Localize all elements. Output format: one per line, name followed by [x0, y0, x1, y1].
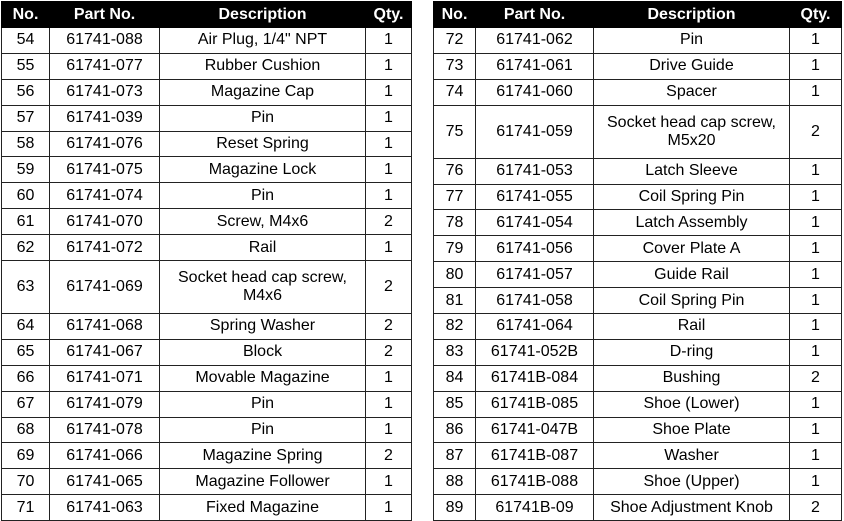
table-row — [434, 184, 842, 210]
cell-description: Reset Spring — [160, 131, 366, 157]
cell-no: 62 — [2, 235, 50, 261]
cell-no: 76 — [434, 158, 476, 184]
header-qty: Qty. — [790, 2, 842, 28]
table-row — [2, 339, 412, 365]
table-row — [434, 288, 842, 314]
cell-description: Guide Rail — [594, 262, 790, 288]
cell-part-no: 61741-054 — [476, 210, 594, 236]
table-row — [434, 53, 842, 79]
cell-part-no: 61741-052B — [476, 339, 594, 365]
cell-part-no: 61741-059 — [476, 105, 594, 158]
parts-table-left — [1, 1, 412, 521]
header-no: No. — [434, 2, 476, 28]
table-row — [2, 157, 412, 183]
cell-part-no: 61741-064 — [476, 314, 594, 340]
cell-description: Spring Washer — [160, 314, 366, 340]
table-row — [2, 365, 412, 391]
cell-description: Pin — [160, 417, 366, 443]
table-row — [434, 314, 842, 340]
cell-no: 88 — [434, 469, 476, 495]
table-row — [2, 495, 412, 521]
cell-no: 55 — [2, 53, 50, 79]
table-row — [434, 417, 842, 443]
cell-qty: 2 — [366, 339, 412, 365]
cell-part-no: 61741-075 — [50, 157, 160, 183]
cell-part-no: 61741-066 — [50, 443, 160, 469]
cell-qty: 2 — [366, 314, 412, 340]
cell-no: 79 — [434, 236, 476, 262]
cell-description: Magazine Lock — [160, 157, 366, 183]
cell-no: 73 — [434, 53, 476, 79]
cell-qty: 1 — [790, 236, 842, 262]
table-row — [2, 391, 412, 417]
table-row — [2, 131, 412, 157]
cell-qty: 1 — [790, 417, 842, 443]
table-row — [2, 209, 412, 235]
cell-description: Magazine Spring — [160, 443, 366, 469]
cell-qty: 1 — [366, 131, 412, 157]
cell-no: 86 — [434, 417, 476, 443]
table-row — [434, 158, 842, 184]
cell-no: 78 — [434, 210, 476, 236]
cell-no: 65 — [2, 339, 50, 365]
table-row — [2, 183, 412, 209]
cell-qty: 1 — [366, 79, 412, 105]
table-row — [2, 314, 412, 340]
cell-qty: 1 — [366, 28, 412, 54]
cell-description: Shoe Adjustment Knob — [594, 495, 790, 521]
cell-qty: 2 — [366, 261, 412, 314]
table-row — [2, 105, 412, 131]
cell-qty: 1 — [790, 314, 842, 340]
cell-qty: 1 — [366, 53, 412, 79]
cell-part-no: 61741B-09 — [476, 495, 594, 521]
cell-part-no: 61741-070 — [50, 209, 160, 235]
table-row — [2, 79, 412, 105]
cell-qty: 1 — [366, 183, 412, 209]
cell-qty: 1 — [366, 235, 412, 261]
cell-description: Rail — [160, 235, 366, 261]
cell-qty: 1 — [790, 262, 842, 288]
table-row — [2, 261, 412, 314]
header-description: Description — [160, 2, 366, 28]
cell-description: Latch Assembly — [594, 210, 790, 236]
cell-description: Latch Sleeve — [594, 158, 790, 184]
cell-qty: 2 — [366, 209, 412, 235]
cell-part-no: 61741-071 — [50, 365, 160, 391]
table-row — [434, 339, 842, 365]
cell-description: Socket head cap screw, M4x6 — [160, 261, 366, 314]
cell-no: 63 — [2, 261, 50, 314]
cell-part-no: 61741-061 — [476, 53, 594, 79]
cell-qty: 2 — [790, 105, 842, 158]
cell-qty: 2 — [790, 495, 842, 521]
cell-description: Cover Plate A — [594, 236, 790, 262]
cell-no: 59 — [2, 157, 50, 183]
header-description: Description — [594, 2, 790, 28]
cell-no: 54 — [2, 28, 50, 54]
cell-part-no: 61741-068 — [50, 314, 160, 340]
cell-qty: 1 — [790, 184, 842, 210]
cell-part-no: 61741-039 — [50, 105, 160, 131]
cell-no: 67 — [2, 391, 50, 417]
cell-no: 61 — [2, 209, 50, 235]
cell-no: 89 — [434, 495, 476, 521]
table-row — [434, 79, 842, 105]
cell-part-no: 61741-065 — [50, 469, 160, 495]
header-no: No. — [2, 2, 50, 28]
cell-part-no: 61741-057 — [476, 262, 594, 288]
cell-part-no: 61741-063 — [50, 495, 160, 521]
table-row — [434, 105, 842, 158]
cell-no: 75 — [434, 105, 476, 158]
cell-qty: 1 — [366, 365, 412, 391]
cell-description: Coil Spring Pin — [594, 288, 790, 314]
cell-no: 57 — [2, 105, 50, 131]
cell-description: Rubber Cushion — [160, 53, 366, 79]
cell-part-no: 61741B-087 — [476, 443, 594, 469]
cell-part-no: 61741B-085 — [476, 391, 594, 417]
cell-part-no: 61741-078 — [50, 417, 160, 443]
cell-no: 72 — [434, 28, 476, 54]
cell-description: Pin — [160, 391, 366, 417]
cell-no: 60 — [2, 183, 50, 209]
cell-qty: 1 — [790, 469, 842, 495]
cell-qty: 1 — [790, 339, 842, 365]
cell-part-no: 61741-053 — [476, 158, 594, 184]
cell-description: Shoe Plate — [594, 417, 790, 443]
parts-table-right — [433, 1, 842, 521]
cell-description: Washer — [594, 443, 790, 469]
table-row — [2, 417, 412, 443]
cell-qty: 1 — [366, 469, 412, 495]
cell-qty: 1 — [790, 53, 842, 79]
cell-part-no: 61741-076 — [50, 131, 160, 157]
table-row — [434, 443, 842, 469]
cell-no: 74 — [434, 79, 476, 105]
cell-description: Magazine Follower — [160, 469, 366, 495]
cell-qty: 2 — [790, 365, 842, 391]
cell-description: Rail — [594, 314, 790, 340]
cell-part-no: 61741-074 — [50, 183, 160, 209]
header-qty: Qty. — [366, 2, 412, 28]
table-row — [2, 28, 412, 54]
cell-part-no: 61741-073 — [50, 79, 160, 105]
table-row — [434, 469, 842, 495]
header-part-no: Part No. — [50, 2, 160, 28]
cell-part-no: 61741-056 — [476, 236, 594, 262]
cell-no: 83 — [434, 339, 476, 365]
cell-part-no: 61741-055 — [476, 184, 594, 210]
cell-description: Air Plug, 1/4" NPT — [160, 28, 366, 54]
header-row — [434, 2, 842, 28]
cell-description: Block — [160, 339, 366, 365]
table-row — [434, 391, 842, 417]
cell-description: Pin — [160, 105, 366, 131]
cell-qty: 1 — [366, 157, 412, 183]
cell-no: 56 — [2, 79, 50, 105]
cell-description: Pin — [160, 183, 366, 209]
header-part-no: Part No. — [476, 2, 594, 28]
table-row — [434, 262, 842, 288]
cell-description: Shoe (Upper) — [594, 469, 790, 495]
cell-part-no: 61741-079 — [50, 391, 160, 417]
cell-no: 82 — [434, 314, 476, 340]
cell-qty: 1 — [790, 210, 842, 236]
cell-description: Spacer — [594, 79, 790, 105]
cell-description: Screw, M4x6 — [160, 209, 366, 235]
cell-no: 80 — [434, 262, 476, 288]
cell-part-no: 61741-077 — [50, 53, 160, 79]
cell-qty: 1 — [790, 28, 842, 54]
cell-part-no: 61741-067 — [50, 339, 160, 365]
table-row — [2, 443, 412, 469]
table-row — [434, 210, 842, 236]
cell-description: Movable Magazine — [160, 365, 366, 391]
table-row — [434, 495, 842, 521]
cell-no: 84 — [434, 365, 476, 391]
cell-part-no: 61741-062 — [476, 28, 594, 54]
cell-description: Drive Guide — [594, 53, 790, 79]
cell-qty: 1 — [366, 105, 412, 131]
parts-table-right-body — [434, 28, 842, 521]
cell-description: Magazine Cap — [160, 79, 366, 105]
cell-qty: 1 — [790, 79, 842, 105]
cell-part-no: 61741B-084 — [476, 365, 594, 391]
cell-description: Pin — [594, 28, 790, 54]
cell-no: 64 — [2, 314, 50, 340]
cell-qty: 2 — [366, 443, 412, 469]
cell-no: 70 — [2, 469, 50, 495]
header-row — [2, 2, 412, 28]
cell-no: 68 — [2, 417, 50, 443]
cell-no: 66 — [2, 365, 50, 391]
cell-part-no: 61741-047B — [476, 417, 594, 443]
table-row — [434, 365, 842, 391]
cell-part-no: 61741-072 — [50, 235, 160, 261]
cell-no: 69 — [2, 443, 50, 469]
cell-description: Coil Spring Pin — [594, 184, 790, 210]
cell-description: D-ring — [594, 339, 790, 365]
cell-part-no: 61741-088 — [50, 28, 160, 54]
cell-description: Socket head cap screw, M5x20 — [594, 105, 790, 158]
cell-no: 58 — [2, 131, 50, 157]
table-row — [434, 236, 842, 262]
cell-qty: 1 — [790, 158, 842, 184]
cell-no: 71 — [2, 495, 50, 521]
table-row — [2, 469, 412, 495]
cell-qty: 1 — [366, 417, 412, 443]
table-row — [2, 235, 412, 261]
cell-part-no: 61741B-088 — [476, 469, 594, 495]
cell-part-no: 61741-069 — [50, 261, 160, 314]
cell-qty: 1 — [366, 495, 412, 521]
cell-description: Fixed Magazine — [160, 495, 366, 521]
table-row — [2, 53, 412, 79]
cell-no: 81 — [434, 288, 476, 314]
table-row — [434, 28, 842, 54]
cell-qty: 1 — [366, 391, 412, 417]
parts-table-left-body — [2, 28, 412, 521]
cell-no: 85 — [434, 391, 476, 417]
cell-qty: 1 — [790, 443, 842, 469]
cell-description: Bushing — [594, 365, 790, 391]
cell-part-no: 61741-060 — [476, 79, 594, 105]
cell-no: 87 — [434, 443, 476, 469]
cell-qty: 1 — [790, 391, 842, 417]
cell-description: Shoe (Lower) — [594, 391, 790, 417]
cell-part-no: 61741-058 — [476, 288, 594, 314]
cell-no: 77 — [434, 184, 476, 210]
cell-qty: 1 — [790, 288, 842, 314]
